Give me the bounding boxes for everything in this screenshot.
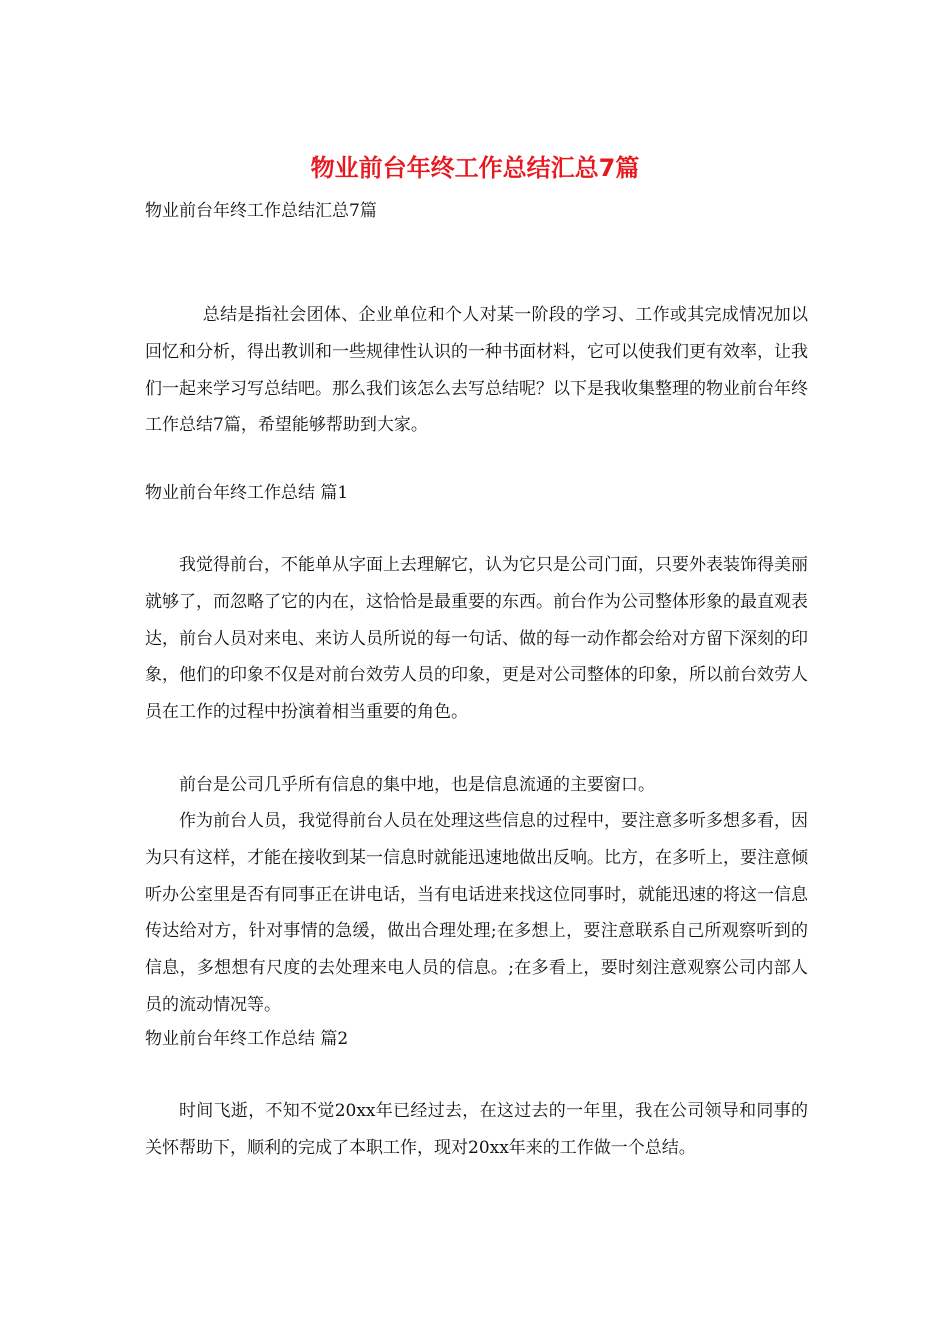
section-heading-1: 物业前台年终工作总结 篇1 (145, 483, 349, 503)
section-heading-2: 物业前台年终工作总结 篇2 (145, 1029, 349, 1049)
section-1-paragraph-3: 作为前台人员，我觉得前台人员在处理这些信息的过程中，要注意多听多想多看，因为只有这样，才能在接收到某一信息时就能迅速地做出反响。比方，在多听上，要注意倾听办公室里是否有同事正在讲电话，当有电话进来找这位同事时，就能迅速的将这一信息传达给对方，针对事情的急缓，做出合理处理;在多想上，要注意联系自己所观察听到的信息，多想想有尺度的去处理来电人员的信息。;在多看上，要时刻注意观察公司内部人员的流动情况等。 (145, 811, 808, 1015)
section-1-paragraph-2: 前台是公司几乎所有信息的集中地，也是信息流通的主要窗口。 (179, 775, 655, 795)
document-subtitle: 物业前台年终工作总结汇总7篇 (145, 201, 377, 221)
document-title: 物业前台年终工作总结汇总7篇 (310, 154, 640, 182)
section-1-paragraph-1: 我觉得前台，不能单从字面上去理解它，认为它只是公司门面，只要外表装饰得美丽就够了，而忽略了它的内在，这恰恰是最重要的东西。前台作为公司整体形象的最直观表达，前台人员对来电、来访人员所说的每一句话、做的每一动作都会给对方留下深刻的印象，他们的印象不仅是对前台效劳人员的印象，更是对公司整体的印象，所以前台效劳人员在工作的过程中扮演着相当重要的角色。 (145, 555, 808, 723)
intro-paragraph: 总结是指社会团体、企业单位和个人对某一阶段的学习、工作或其完成情况加以回忆和分析，得出教训和一些规律性认识的一种书面材料，它可以使我们更有效率，让我们一起来学习写总结吧。那么我们该怎么去写总结呢？以下是我收集整理的物业前台年终工作总结7篇，希望能够帮助到大家。 (145, 305, 808, 436)
section-2-paragraph-1: 时间飞逝，不知不觉20xx年已经过去，在这过去的一年里，我在公司领导和同事的关怀帮助下，顺利的完成了本职工作，现对20xx年来的工作做一个总结。 (145, 1101, 808, 1158)
